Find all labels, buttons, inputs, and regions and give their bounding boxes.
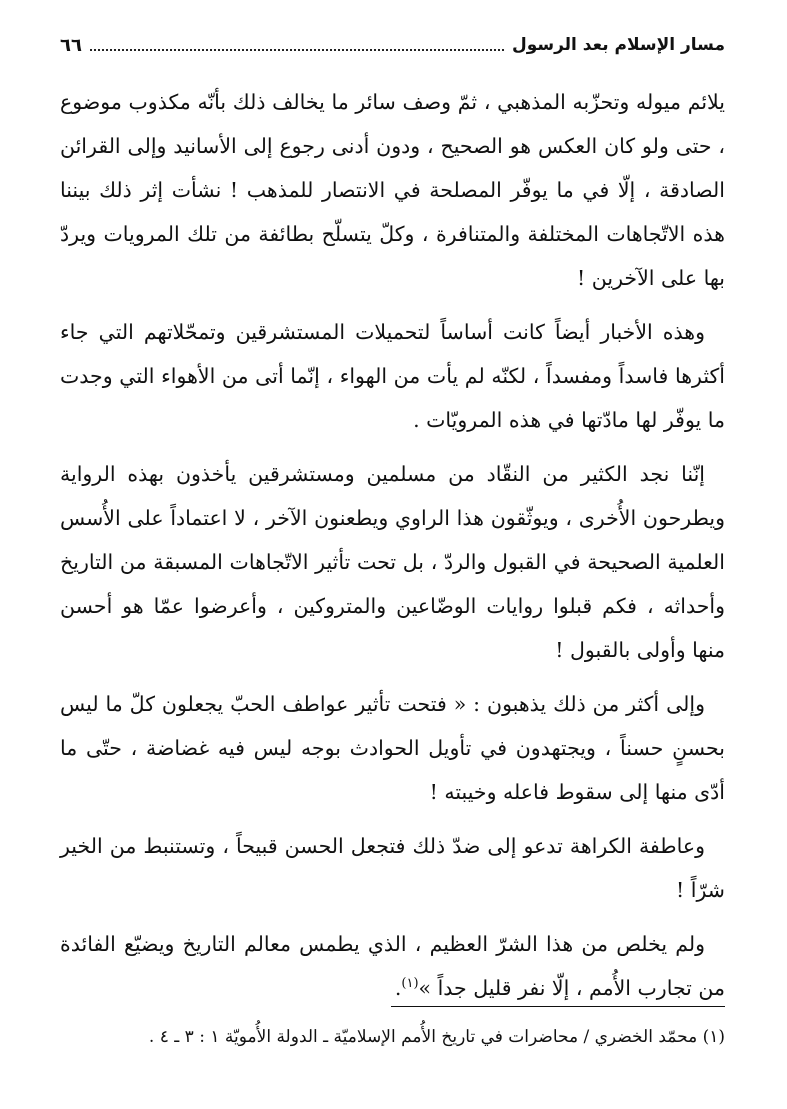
footnote-separator bbox=[391, 1006, 725, 1007]
paragraph: إنّنا نجد الكثير من النقّاد من مسلمين ومستشرقين يأخذون بهذه الرواية ويطرحون الأُخرى ، ويوثّقون هذا الراوي ويطعنون الآخر ، لا اعتماداً على الأُسس العلمية الصحيحة في القبول والردّ ، بل تحت تأثير الاتّجاهات المسبقة من التاريخ وأحداثه ، فكم قبلوا روايات الوضّاعين والمتروكين ، وأعرضوا عمّا هو أحسن منها وأولى بالقبول ! bbox=[60, 462, 725, 662]
paragraph: وإلى أكثر من ذلك يذهبون : « فتحت تأثير عواطف الحبّ يجعلون كلّ ما ليس بحسنٍ حسناً ، ويجتهدون في تأويل الحوادث بوجه ليس فيه غضاضة ، حتّى ما أدّى منها إلى سقوط فاعله وخيبته ! bbox=[60, 692, 725, 804]
paragraph-end: . bbox=[394, 976, 402, 1000]
footnote-reference: (١) bbox=[401, 976, 419, 992]
paragraph-text: ولم يخلص من هذا الشرّ العظيم ، الذي يطمس معالم التاريخ ويضيّع الفائدة من تجارب الأُمم ، إلّا نفر قليل جداً » bbox=[60, 932, 725, 1000]
leader-dots bbox=[90, 49, 504, 51]
paragraph: وعاطفة الكراهة تدعو إلى ضدّ ذلك فتجعل الحسن قبيحاً ، وتستنبط من الخير شرّاً ! bbox=[60, 834, 725, 902]
paragraph: يلائم ميوله وتحزّبه المذهبي ، ثمّ وصف سائر ما يخالف ذلك بأنّه مكذوب موضوع ، حتى ولو كان العكس هو الصحيح ، ودون أدنى رجوع إلى الأسانيد وإلى القرائن الصادقة ، إلّا في ما يوفّر المصلحة في الانتصار للمذهب ! نشأت إثر ذلك بيننا هذه الاتّجاهات المختلفة والمتنافرة ، وكلّ يتسلّح بطائفة من تلك المرويات ويردّ بها على الآخرين ! bbox=[60, 90, 725, 290]
footnote: (١) محمّد الخضري / محاضرات في تاريخ الأُمم الإسلاميّة ـ الدولة الأُمويّة ١ : ٣ ـ ٤ . bbox=[148, 1027, 725, 1047]
page-number: ٦٦ bbox=[60, 34, 82, 56]
paragraph: وهذه الأخبار أيضاً كانت أساساً لتحميلات المستشرقين وتمحّلاتهم التي جاء أكثرها فاسداً ومفسداً ، لكنّه لم يأت من الهواء ، إنّما أتى من الأهواء التي وجدت ما يوفّر لها مادّتها في هذه المرويّات . bbox=[60, 320, 725, 432]
running-header bbox=[60, 30, 725, 60]
paragraph-last bbox=[60, 922, 725, 1010]
body-text bbox=[60, 80, 725, 1020]
running-title: مسار الإسلام بعد الرسول bbox=[511, 35, 725, 55]
